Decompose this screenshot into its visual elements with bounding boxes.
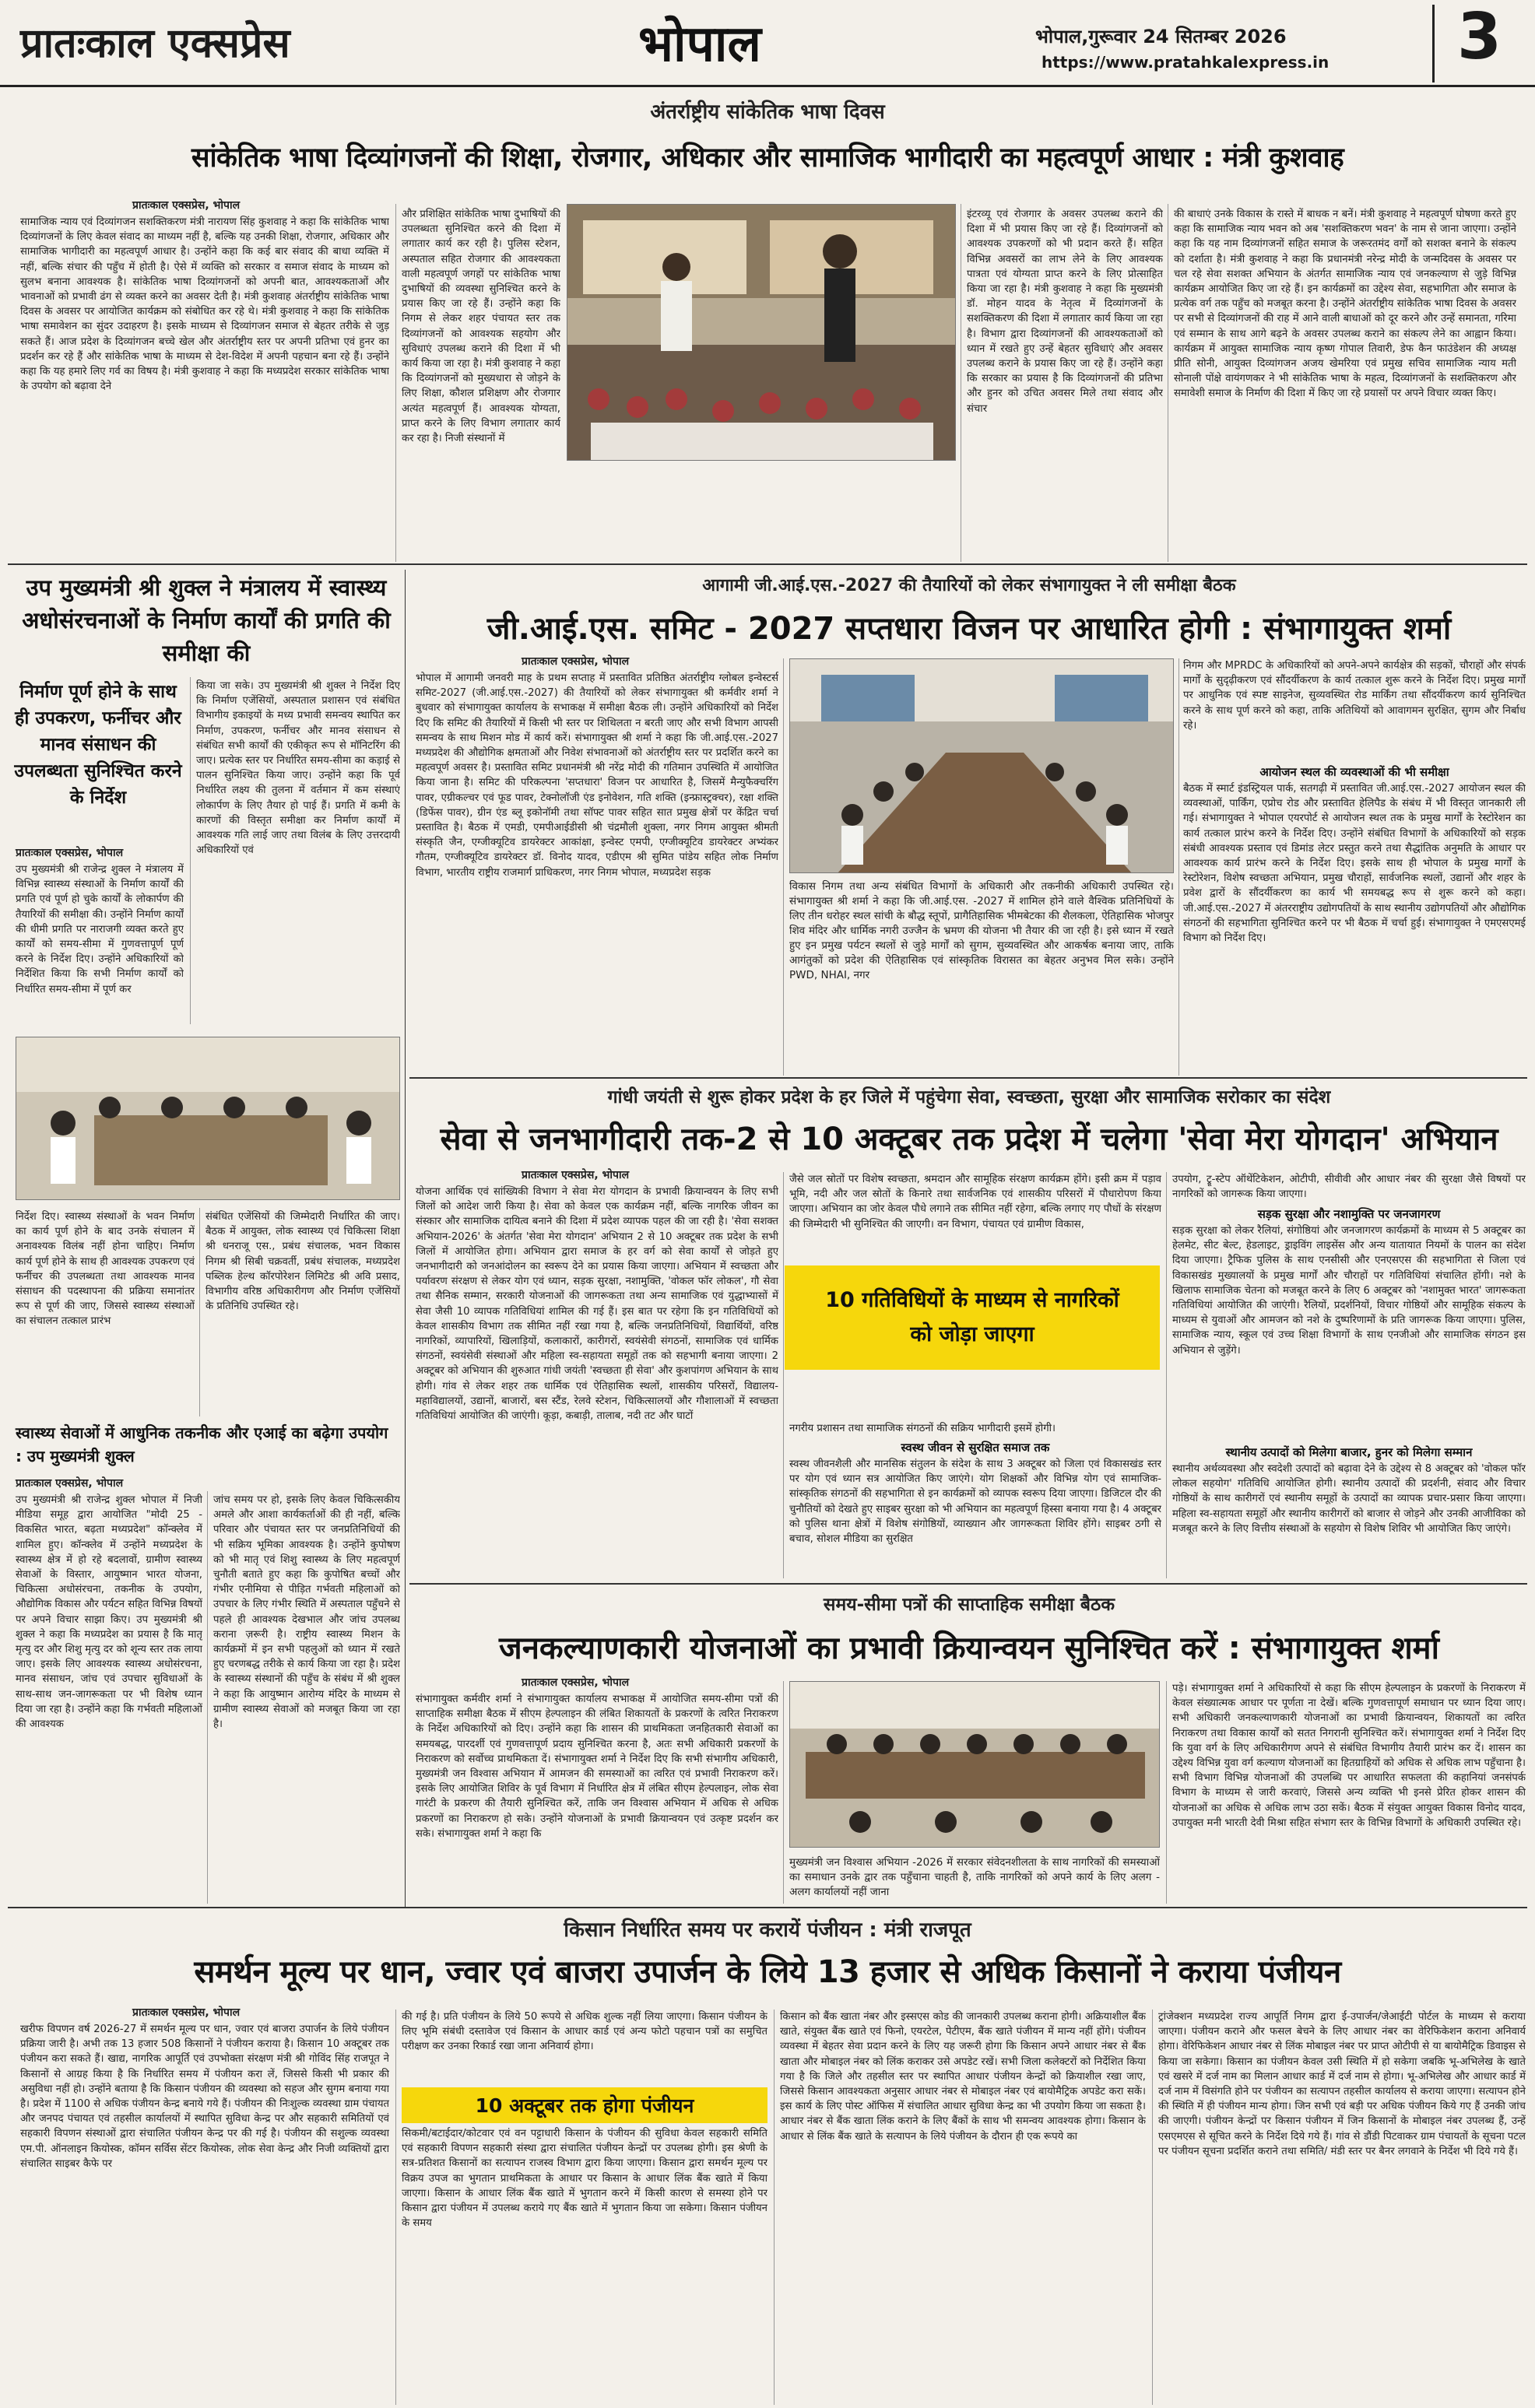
story1-headline: सांकेतिक भाषा दिव्यांगजनों की शिक्षा, रोजगार, अधिकार और सामाजिक भागीदारी का महत्वपूर्ण आधार : मंत्री कुशवाह [191,142,1344,174]
story2-kicker: आगामी जी.आई.एस.-2027 की तैयारियों को लेकर संभागायुक्त ने ली समीक्षा बैठक [702,576,1236,595]
story3-divider [1166,1172,1167,1578]
story5-headline: समर्थन मूल्य पर धान, ज्वार एवं बाजरा उपार्जन के लिये 13 हजार से अधिक किसानों ने कराया पंजीयन [194,1954,1341,1990]
left-story2-col1: उप मुख्यमंत्री श्री राजेन्द्र शुक्ल भोपाल में निजी मीडिया समूह द्वारा आयोजित "मोदी 25 - विकसित भारत, बढ़ता मध्यप्रदेश" कॉन्क्लेव में शामिल हुए। कॉन्क्लेव में उन्होंने मध्यप्रदेश के स्वास्थ्य क्षेत्र में हो रहे बदलावों, ग्रामीण स्वास्थ्य सेवाओं के विस्तार, आयुष्मान भारत योजना, चिकित्सा अधोसंरचना, तकनीक के उपयोग, औद्योगिक विकास और पर्यटन सहित विभिन्न विषयों पर अपने विचार साझा किए। उप मुख्यमंत्री श्री शुक्ल ने कहा कि मध्यप्रदेश का प्रयास है कि मातृ मृत्यु दर और शिशु मृत्यु दर को शून्य स्तर तक लाया जाए। इसके लिए आवश्यक स्वास्थ्य अधोसंरचना, मानव संसाधन, जांच एवं उपचार सुविधाओं के साथ-साथ जन-जागरूकता पर भी विशेष ध्यान दिया जा रहा है। उन्होंने कहा कि गर्भवती महिलाओं की आवश्यक [16,1494,202,1731]
story4-kicker: समय-सीमा पत्रों की साप्ताहिक समीक्षा बैठक [823,1595,1115,1615]
story3-col2b: नगरीय प्रशासन तथा सामाजिक संगठनों की सक्रिय भागीदारी इसमें होगी। [789,1423,1056,1434]
story3-col3a: उपयोग, ट्रू-स्टेप ऑथेंटिकेशन, ओटीपी, सीवीवी और आधार नंबर की सुरक्षा जैसे विषयों पर नागरिकों को जागरूक किया जाएगा। [1172,1174,1526,1201]
left-story-col4: संबंधित एजेंसियों की जिम्मेदारी निर्धारित की जाए। बैठक में आयुक्त, लोक स्वास्थ्य एवं चिकित्सा शिक्षा श्री धनराजू एस., प्रबंध संचालक, भवन विकास निगम श्री सिबी चक्रवर्ती, प्रबंध संचालक, मध्यप्रदेश पब्लिक हेल्थ कॉरपोरेशन लिमिटेड श्री अवि प्रसाद, विभागीय वरिष्ठ अधिकारीगण और निर्माण एजेंसियों के प्रतिनिधि उपस्थित रहे। [205,1211,400,1313]
story1-divider [395,204,396,562]
story3-col3b: सड़क सुरक्षा को लेकर रैलियां, संगोष्ठियां और जनजागरण कार्यक्रमों के माध्यम से 5 अक्टूबर का हेलमेट, सीट बेल्ट, हेडलाइट, ड्राइविंग लाइसेंस और अन्य यातायात नियमों के पालन का संदेश दिया जाएगा। ट्रैफिक पुलिस के साथ एनसीसी और एनएसएस की सहभागिता से जिला एवं विकासखंड मुख्यालयों के प्रमुख मार्गों और चौराहों पर गतिविधियां संचालित होंगी। नशे के खिलाफ सामाजिक चेतना को मजबूत करने के लिए 6 अक्टूबर को 'नशामुक्त भारत' जागरूकता गतिविधियां आयोजित की जाएंगी। रैलियों, प्रदर्शनियों, विचार गोष्ठियों और सामूहिक संकल्प के माध्यम से युवाओं और आमजन को नशे के दुष्परिणामों के प्रति जागरूक किया जाएगा। पुलिस, सामाजिक न्याय, स्कूल एवं उच्च शिक्षा विभागों के साथ एनजीओ और सामाजिक संगठन इस अभियान से जुड़ेंगे। [1172,1225,1526,1357]
story2-col1: भोपाल में आगामी जनवरी माह के प्रथम सप्ताह में प्रस्तावित प्रतिष्ठित अंतर्राष्ट्रीय ग्लोबल इन्वेस्टर्स समिट-2027 (जी.आई.एस.-2027) की तैयारियों को लेकर संभागायुक्त श्री कर्मवीर शर्मा ने बुधवार को संभागायुक्त कार्यालय के सभाकक्ष में समीक्षा बैठक ली। उन्होंने अधिकारियों को निर्देश दिए कि समिट की तैयारियों में किसी भी स्तर पर शिथिलता न बरती जाए और सभी विभाग आपसी समन्वय के साथ मिशन मोड में कार्य करें। संभागायुक्त श्री शर्मा ने कहा कि जी.आई.एस.-2027 मध्यप्रदेश की औद्योगिक क्षमताओं और निवेश संभावनाओं को अंतर्राष्ट्रीय स्तर पर प्रदर्शित करने का महत्वपूर्ण अवसर है। प्रस्तावित समिट प्रधानमंत्री श्री नरेंद्र मोदी की गतिमान उपस्थिति में आयोजित किया जाना है। समिट की परिकल्पना 'सप्तधारा' विजन पर आधारित है, जिसमें मैन्युफैक्चरिंग पावर, एग्रीकल्चर एवं फूड पावर, टेक्नोलॉजी एंड इनोवेशन, गति शक्ति (इन्फ्रास्ट्रक्चर), रक्षा शक्ति (डिफेंस पावर), ग्रीन एंड ब्लू इकोनॉमी तथा सॉफ्ट पावर सहित सात प्रमुख क्षेत्रों पर केंद्रित चर्चा प्रस्तावित है। बैठक में एमडी, एमपीआईडीसी श्री चंद्रमौली शुक्ला, नगर निगम आयुक्त श्रीमती संस्कृति जैन, एग्जीक्यूटिव डायरेक्टर आकांक्षा, इन्वेस्ट एमपी, एग्जीक्यूटिव डायरेक्टर अभ्यंकर गौतम, एग्जीक्यूटिव डायरेक्टर डॉ. विनोद यादव, एडीएम श्री सुमित पांडेय सहित लोक निर्माण विभाग, भारतीय राष्ट्रीय राजमार्ग प्राधिकरण, नगर निगम भोपाल, मध्यप्रदेश सड़क [416,672,778,879]
story5-col3: किसान को बैंक खाता नंबर और इस्सएस कोड की जानकारी उपलब्ध कराना होगी। अक्रियाशील बैंक खाते, संयुक्त बैंक खाते एवं फिनो, एयरटेल, पेटीएम, बैंक खाते पंजीयन में मान्य नहीं होंगे। पंजीयन व्यवस्था में बेहतर सेवा प्रदान करने के लिए यह जरूरी होगा कि किसान अपने आधार नंबर से बैंक खाता और मोबाइल नंबर को लिंक कराकर उसे अपडेट रखें। सभी जिला कलेक्टरों को निर्देशित किया गया है कि जिले और तहसील स्तर पर स्थापित आधार पंजीयन केन्द्रों को क्रियाशील रखा जाए, जिससे किसान आवश्यकता अनुसार आधार नंबर से मोबाइल नंबर एवं बायोमैट्रिक अपडेट करा सकें। इस कार्य के लिए पोस्ट ऑफिस में संचालित आधार सुविधा केन्द्र का भी उपयोग किया जा सकता है। आधार नंबर से बैंक खाता लिंक कराने के लिए बैंकों के साथ भी समन्वय आवश्यक होगा। किसान के आधार से लिंक बैंक खाते के सत्यापन के लिये पंजीयन के दौरान ही एक रूपये का [780,2011,1146,2143]
story5-divider [774,2010,775,2405]
story3-col1: योजना आर्थिक एवं सांख्यिकी विभाग ने सेवा मेरा योगदान के प्रभावी क्रियान्वयन के लिए सभी जिलों को आदेश जारी किया है। सेवा को केवल एक कार्यक्रम नहीं, बल्कि नागरिक जीवन का संस्कार और सामाजिक दायित्व बनाने की दिशा में प्रदेश व्यापक पहल की जा रही है। 'सेवा सशक्त अभियान-2026' के अंतर्गत 'सेवा मेरा योगदान' अभियान 2 से 10 अक्टूबर तक प्रदेश के सभी जिलों में आयोजित होगा। अभियान द्वारा समाज के हर वर्ग को सेवा कार्यों से जोड़ते हुए जनभागीदारी को जनआंदोलन का स्वरूप देने का प्रयास किया जाएगा। अभियान में स्वच्छता और पर्यावरण संरक्षण से लेकर योग एवं ध्यान, सड़क सुरक्षा, नशामुक्ति, 'वोकल फॉर लोकल', गौ सेवा तथा सैनिक सम्मान, सरकारी योजनाओं की जागरूकता तथा अन्य सामाजिक एवं युद्धाभ्यासों में सेवा जैसी 10 व्यापक गतिविधियां शामिल की गई हैं। इस बात पर रहेगा कि इन गतिविधियों को केवल शासकीय विभाग तक सीमित नहीं रखा गया है, बल्कि जनप्रतिनिधियों, विद्यार्थियों, वरिष्ठ नागरिकों, व्यापारियों, खिलाड़ियों, कलाकारों, कारीगरों, स्वयंसेवी संगठनों, सामाजिक एवं धार्मिक संगठनों, स्वयंसेवी संस्थाओं और महिला स्व-सहायता समूहों तक को सहभागी बनाया जाएगा। 2 अक्टूबर को अभियान की शुरुआत गांधी जयंती 'स्वच्छता ही सेवा' और कुशपांगण अभियान के साथ होगी। गांव से लेकर शहर तक धार्मिक एवं ऐतिहासिक स्थलों, शासकीय परिसरों, विद्यालय-महाविद्यालयों, उद्यानों, बाजारों, बस स्टैंड, रेलवे स्टेशन, चिकित्सालयों और गौशालाओं में स्वच्छता गतिविधियां आयोजित की जाएंगी। कूड़ा, कबाड़ी, तालाब, नदी तट और घाटों [416,1186,778,1423]
left-story-divider [199,1208,200,1416]
page-number: 3 [1457,0,1502,74]
column-separator [405,570,406,1907]
left-story2-divider [207,1491,208,1904]
story4-divider [1166,1681,1167,1904]
story3-subhead2: सड़क सुरक्षा और नशामुक्ति पर जनजागरण [1257,1207,1441,1221]
story4-headline: जनकल्याणकारी योजनाओं का प्रभावी क्रियान्वयन सुनिश्चित करें : संभागायुक्त शर्मा [499,1630,1439,1666]
story3-col2c: स्वस्थ जीवनशैली और मानसिक संतुलन के संदेश के साथ 3 अक्टूबर को जिला एवं विकासखंड स्तर पर योग एवं ध्यान सत्र आयोजित किए जाएंगे। योग शिक्षकों और विभिन्न योग एवं सामाजिक-सांस्कृतिक संगठनों की सहभागिता से इन कार्यक्रमों को व्यापक स्वरूप दिया जाएगा। डिजिटल दौर की चुनौतियों को देखते हुए साइबर सुरक्षा को भी अभियान का महत्वपूर्ण हिस्सा बनाया गया है। 4 अक्टूबर को पुलिस थाना क्षेत्रों में विशेष संगोष्ठियों, व्याख्यान और जागरूकता शिविर होंगे। साइबर ठगी से बचाव, सोशल मीडिया का सुरक्षित [789,1458,1161,1546]
website-link[interactable]: https://www.pratahkalexpress.in [1041,53,1330,72]
ministry-meeting-photo [16,1037,400,1200]
section-rule [8,563,1527,565]
story5-col1: खरीफ विपणन वर्ष 2026-27 में समर्थन मूल्य पर धान, ज्वार एवं बाजरा उपार्जन के लिये पंजीयन प्रक्रिया जारी है। अभी तक 13 हजार 508 किसानों ने पंजीयन कराया है। किसान 10 अक्टूबर तक पंजीयन करा सकते हैं। खाद्य, नागरिक आपूर्ति एवं उपभोक्ता संरक्षण मंत्री श्री गोविंद सिंह राजपूत ने किसानों से आग्रह किया है कि निर्धारित समय में पंजीयन करा लें, जिससे किसी भी प्रकार की असुविधा नहीं हो। उन्होंने बताया है कि किसान पंजीयन की व्यवस्था को सहज और सुगम बनाया गया है। प्रदेश में 1100 से अधिक पंजीयन केन्द्र बनाये गये हैं। पंजीयन की निःशुल्क व्यवस्था ग्राम पंचायत और जनपद पंचायत एवं तहसील कार्यालयों में स्थापित सुविधा केन्द्र पर और सहकारी समितियों एवं सहकारी विपणन संस्थाओं द्वारा संचालित पंजीयन केन्द्र पर की गई है। पंजीयन की सशुल्क व्यवस्था एम.पी. ऑनलाइन कियोस्क, कॉमन सर्विस सेंटर कियोस्क, लोक सेवा केन्द्र और निजी व्यक्तियों द्वारा संचालित साइबर कैफे पर [20,2024,389,2170]
story1-col4: की बाधाएं उनके विकास के रास्ते में बाधक न बनें। मंत्री कुशवाह ने महत्वपूर्ण घोषणा करते हुए कहा कि सामाजिक न्याय भवन को अब 'सशक्तिकरण भवन' के नाम से जाना जाएगा। उन्होंने कहा कि यह नाम दिव्यांगजनों सहित समाज के जरूरतमंद वर्गों को सशक्त बनाने के संकल्प को दर्शाता है। मंत्री कुशवाह ने कहा कि प्रधानमंत्री नरेन्द्र मोदी के जन्मदिवस के अवसर पर चल रहे सेवा सशक्त अभियान के अंतर्गत सामाजिक न्याय एवं जनकल्याण से जुड़े विभिन्न कार्यक्रम आयोजित किए जा रहे हैं। इन कार्यक्रमों का उद्देश्य सेवा, सहभागिता और समाज के प्रत्येक वर्ग तक पहुँच को मजबूत करना है। उन्होंने अंतर्राष्ट्रीय सांकेतिक भाषा दिवस के अवसर पर सभी से दिव्यांगजनों की राह में आने वाली बाधाओं को दूर करने और उन्हें समानता, गरिमा एवं सम्मान के साथ आगे बढ़ने के अवसर उपलब्ध कराने का संकल्प लेने का आह्वान किया। कार्यक्रम में आयुक्त सामाजिक न्याय कृष्ण गोपाल तिवारी, डेफ कैन फाउंडेशन की अध्यक्ष प्रीति सोनी, आयुक्त दिव्यांगजन अजय खेमरिया एवं प्रमुख सचिव सामाजिक न्याय मती सोनाली पोंक्षे वायंगणकर ने भी सांकेतिक भाषा के महत्व, दिव्यांगजनों के सशक्तिकरण और समावेशी समाज के निर्माण की दिशा में किए जा रहे प्रयासों पर अपने विचार व्यक्त किए। [1174,209,1516,400]
masthead [0,0,1535,87]
story2-col3b: बैठक में स्मार्ट इंडस्ट्रियल पार्क, सतगढ़ी में प्रस्तावित जी.आई.एस.-2027 आयोजन स्थल की व्यवस्थाओं, पार्किंग, एप्रोच रोड और प्रस्तावित हेलिपैड के संबंध में भी विस्तृत जानकारी ली गई। संभागायुक्त ने भोपाल एयरपोर्ट से आयोजन स्थल तक के प्रमुख मार्गों के रेस्टोरेशन का कार्य तत्काल प्रारंभ करने के निर्देश दिए। उन्होंने संबंधित विभागों के अधिकारियों को सड़क संबंधी आवश्यक प्रस्ताव एवं डिमांड लेटर प्रस्तुत करने तथा सैद्धांतिक अनुमति के आधार पर आवश्यक कार्य प्रारंभ करने के निर्देश दिए। इसके साथ ही भोपाल के प्रमुख मार्गों के रेस्टोरेशन, विशेष स्वच्छता अभियान, प्रमुख चौराहों, सार्वजनिक स्थलों, उद्यानों और शहर के प्रवेश द्वारों के सौंदर्यीकरण का कार्य भी समयबद्ध रूप से शुरू करने को कहा। जी.आई.एस.-2027 में अंतरराष्ट्रीय उद्योगपतियों के साथ स्थानीय उद्योगपतियों और औद्योगिक संगठनों की सहभागिता सुनिश्चित करने पर भी बैठक में चर्चा हुई। संभागायुक्त ने एमएसएमई विभाग को निर्देश दिए। [1183,783,1526,945]
story5-kicker: किसान निर्धारित समय पर करायें पंजीयन : मंत्री राजपूत [564,1918,971,1942]
story2-byline: प्रातःकाल एक्सप्रेस, भोपाल [522,655,630,668]
left-story2-headline: स्वास्थ्य सेवाओं में आधुनिक तकनीक और एआई का बढ़ेगा उपयोग : उप मुख्यमंत्री शुक्ल [16,1423,388,1466]
masthead-divider [1432,5,1435,82]
story5-col2a: की गई है। प्रति पंजीयन के लिये 50 रूपये से अधिक शुल्क नहीं लिया जाएगा। किसान पंजीयन के लिए भूमि संबंधी दस्तावेज एवं किसान के आधार कार्ड एवं अन्य फोटो पहचान पत्रों का समुचित परीक्षण कर उनका रिकार्ड रखा जाना अनिवार्य होगा। [402,2011,768,2053]
story1-kicker: अंतर्राष्ट्रीय सांकेतिक भाषा दिवस [650,100,885,124]
story2-continued: विकास निगम तथा अन्य संबंधित विभागों के अधिकारी और तकनीकी अधिकारी उपस्थित रहे। संभागायुक्त श्री शर्मा ने कहा कि जी.आई.एस. -2027 में शामिल होने वाले वैश्विक प्रतिनिधियों के लिए तीन धरोहर स्थल सांची के बौद्ध स्तूपों, प्रागैतिहासिक भीमबेटका की शैलकला, ऐतिहासिक भोजपुर शिव मंदिर और धार्मिक नगरी उज्जैन के भ्रमण की योजना भी तैयार की जा रही है। इसे ध्यान में रखते हुए इन प्रमुख पर्यटन स्थलों से जुड़े मार्गों को सुगम, सुव्यवस्थित और आकर्षक बनाया जाए, ताकि आगंतुकों को प्रदेश की ऐतिहासिक एवं सांस्कृतिक विरासत का बेहतर अनुभव मिल सके। उन्होंने PWD, NHAI, नगर [789,880,1174,981]
sign-language-event-photo [567,204,956,461]
story3-divider [783,1172,784,1578]
story5-divider [395,2010,396,2405]
section-rule [409,1077,1527,1079]
timeline-review-meeting-photo [789,1681,1160,1848]
newspaper-name: प्रातःकाल एक्सप्रेस [20,20,290,67]
story1-col1: सामाजिक न्याय एवं दिव्यांगजन सशक्तिकरण मंत्री नारायण सिंह कुशवाह ने कहा कि सांकेतिक भाषा दिव्यांगजनों के लिए केवल संवाद का माध्यम नहीं है, बल्कि यह उनकी शिक्षा, रोजगार, अधिकार और सामाजिक भागीदारी का महत्वपूर्ण आधार है। उन्होंने कहा कि कई बार संवाद की बाधा व्यक्ति में नहीं, बल्कि संचार की पहुँच में होती है। ऐसे में व्यक्ति को सरकार व समाज संवाद के माध्यम को सुलभ बनाना आवश्यक है। सांकेतिक भाषा दिव्यांगजनों को अपनी बात, आवश्यकताओं और भावनाओं को प्रभावी ढंग से व्यक्त करने का अवसर देती है। मंत्री कुशवाह अंतर्राष्ट्रीय सांकेतिक भाषा दिवस के अवसर पर आयोजित कार्यक्रम को संबोधित कर रहे थे। मंत्री कुशवाह ने कहा कि सांकेतिक भाषा समावेशन का सुंदर उदाहरण है। इसके माध्यम से दिव्यांगजन समाज से बेहतर तरीके से जुड़ सकते हैं। आज प्रदेश के दिव्यांगजन बच्चे खेल और अंतर्राष्ट्रीय स्तर पर अपनी प्रतिभा एवं हुनर का प्रदर्शन कर रहे हैं और सांकेतिक भाषा के माध्यम से देश-विदेश में अपनी पहचान बना रहे हैं। उन्होंने कहा कि यह हमारे लिए गर्व का विषय है। मंत्री कुशवाह ने कहा कि मध्यप्रदेश सरकार सांकेतिक भाषा के उपयोग को बढ़ावा देने [20,216,389,393]
gis-review-meeting-photo [789,658,1174,873]
story5-callout: 10 अक्टूबर तक होगा पंजीयन [402,2087,768,2123]
story4-divider [783,1681,784,1904]
story4-continued: मुख्यमंत्री जन विश्वास अभियान -2026 में सरकार संवेदनशीलता के साथ नागरिकों की समस्याओं का समाधान उनके द्वार तक पहुँचाना चाहती है, ताकि नागरिकों को अपने कार्य के लिए अलग - अलग कार्यालयों नहीं जाना [789,1856,1160,1898]
left-story-headline: उप मुख्यमंत्री श्री शुक्ल ने मंत्रालय में स्वास्थ्य अधोसंरचनाओं के निर्माण कार्यों की प्रगति की समीक्षा की [22,574,391,666]
review-photo-graphic [790,1682,1160,1848]
left-story-col2: किया जा सके। उप मुख्यमंत्री श्री शुक्ल ने निर्देश दिए कि निर्माण एजेंसियों, अस्पताल प्रशासन एवं संबंधित विभागीय इकाइयों के मध्य प्रभावी समन्वय स्थापित कर निर्माण, उपकरण, फर्नीचर और मानव संसाधन से संबंधित सभी कार्यों की एकीकृत रूप से मॉनिटरिंग की जाए। प्रत्येक स्तर पर निर्धारित समय-सीमा का कड़ाई से पालन सुनिश्चित किया जाए। उन्होंने कहा कि पूर्व निर्धारित लक्ष्य की तुलना में वर्तमान में कम संस्थाएं लोकार्पण के लिए तैयार हो पाई हैं। प्रगति में कमी के कारणों की विस्तृत समीक्षा कर निर्माण कार्यों में आवश्यक गति लाई जाए तथा विलंब के लिए उत्तरदायी अधिकारियों एवं [196,680,400,857]
edition-city: भोपाल [638,16,761,73]
left-story2-byline: प्रातःकाल एक्सप्रेस, भोपाल [16,1477,124,1490]
story4-col3: पड़े। संभागायुक्त शर्मा ने अधिकारियों से कहा कि सीएम हेल्पलाइन के प्रकरणों के निराकरण में केवल संख्यात्मक आधार पर पूर्णता ना देखें। बल्कि गुणवत्तापूर्ण समाधान पर ध्यान दिया जाए। सभी अधिकारी जनकल्याणकारी योजनाओं का प्रभावी क्रियान्वयन, शिकायतों का त्वरित निराकरण तथा विकास कार्यों को सतत निगरानी सुनिश्चित करें। संभागायुक्त शर्मा ने निर्देश दिए कि युवा वर्ग के लिए अधिकारीगण अपने से संबंधित विभागीय तैयारी प्रारंभ कर दें। शासन का उद्देश्य विभिन्न युवा वर्ग कल्याण योजनाओं का हितग्राहियों को अधिक से अधिक लाभ पहुँचाना है। सभी विभाग विभिन्न योजनाओं की उपलब्धि पर आधारित सफलता की कहानियां जनसंपर्क विभाग के माध्यम से जारी करवाएं, जिससे अन्य व्यक्ति भी इनसे प्रेरित होकर शासन की योजनाओं का अधिक से अधिक लाभ उठा सकें। बैठक में संयुक्त आयुक्त विकास विनोद यादव, उपायुक्त मनी भारती देवी मिश्रा सहित संभाग स्तर के विभिन्न विभागों के अधिकारी उपस्थित रहे। [1172,1683,1526,1829]
story5-col2b: सिकमी/बटाईदार/कोटवार एवं वन पट्टाधारी किसान के पंजीयन की सुविधा केवल सहकारी समिति एवं सहकारी विपणन सहकारी संस्था द्वारा संचालित पंजीयन केन्द्रों पर उपलब्ध होगी। इस श्रेणी के सत्र-प्रतिशत किसानों का सत्यापन राजस्व विभाग द्वारा किया जाएगा। किसान द्वारा समर्थन मूल्य पर विक्रय उपज का भुगतान प्राथमिकता के आधार पर किसान के आधार लिंक बैंक खाते में किया जाएगा। किसान के आधार लिंक बैंक खाते में भुगतान करने में किसी कारण से समस्या होने पर किसान द्वारा पंजीयन में उपलब्ध कराये गए बैंक खाते में भुगतान किया जा सकेगा। किसान पंजीयन के समय [402,2128,768,2230]
story2-col3a: निगम और MPRDC के अधिकारियों को अपने-अपने कार्यक्षेत्र की सड़कों, चौराहों और संपर्क मार्गों के सुदृढ़ीकरण एवं सौंदर्यीकरण के कार्य तत्काल शुरू करने के निर्देश दिए। प्रमुख मार्गों पर आधुनिक एवं स्पष्ट साइनेज, सुव्यवस्थित रोड मार्किंग तथा सौंदर्यीकरण कार्य सुनिश्चित करने के साथ पूर्ण करने को कहा, ताकि अतिथियों को आवागमन सुरक्षित, सुगम और निर्बाध रहे। [1183,660,1526,732]
left-story2-col2: जांच समय पर हो, इसके लिए केवल चिकित्सकीय अमले और आशा कार्यकर्ताओं की ही नहीं, बल्कि परिवार और पंचायत स्तर पर जनप्रतिनिधियों की भी सक्रिय भूमिका आवश्यक है। उन्होंने कुपोषण को भी मातृ एवं शिशु स्वास्थ्य के लिए महत्वपूर्ण चुनौती बताते हुए कहा कि कुपोषित बच्चों और गंभीर एनीमिया से पीड़ित गर्भवती महिलाओं को उपचार के लिए गंभीर स्थिति में अस्पताल पहुँचने से पहले ही आवश्यक देखभाल और जांच उपलब्ध कराना ज़रूरी है। राष्ट्रीय स्वास्थ्य मिशन के कार्यक्रमों में इन सभी पहलुओं को ध्यान में रखते हुए चरणबद्ध तरीके से कार्य किया जा रहा है। प्रदेश के स्वास्थ्य संस्थानों की पहुँच के संबंध में श्री शुक्ल ने कहा कि आयुष्मान आरोग्य मंदिर के माध्यम से ग्रामीण स्वास्थ्य सेवाओं को मजबूत किया जा रहा है। [213,1494,400,1731]
left-story-pullquote: निर्माण पूर्ण होने के साथ ही उपकरण, फर्नीचर और मानव संसाधन की उपलब्धता सुनिश्चित करने के निर्देश [14,682,182,808]
event-photo-graphic [567,205,956,461]
story4-col1: संभागायुक्त कर्मवीर शर्मा ने संभागायुक्त कार्यालय सभाकक्ष में आयोजित समय-सीमा पत्रों की साप्ताहिक समीक्षा बैठक में सीएम हेल्पलाइन की लंबित शिकायतों के प्रकरणों के त्वरित निराकरण के निर्देश अधिकारियों को दिए। उन्होंने कहा कि शासन की प्राथमिकता जनहितकारी सेवाओं का समयबद्ध, पारदर्शी एवं गुणवत्तापूर्ण प्रदाय सुनिश्चित करना है, अतः सभी अधिकारी प्रकरणों के निराकरण को सर्वोच्च प्राथमिकता दें। संभागायुक्त शर्मा ने निर्देश दिए कि सभी संभागीय अधिकारी, मुख्यमंत्री जन विश्वास अभियान में आमजन की समस्याओं का त्वरित एवं प्रभावी निराकरण करें। इसके लिए आयोजित शिविर के पूर्व विभाग में निर्धारित क्षेत्र में लंबित सीएम हेल्पलाइन, लोक सेवा गारंटी के प्रकरण की तैयारी सुनिश्चित करें, ताकि जन विश्वास अभियान में अधिक से अधिक प्रकरणों का निराकरण हो सके। उन्होंने योजनाओं के प्रभावी क्रियान्वयन एवं उत्कृष्ट प्रदर्शन कर सके। संभागायुक्त शर्मा ने कहा कि [416,1694,778,1840]
story5-byline: प्रातःकाल एक्सप्रेस, भोपाल [132,2006,241,2019]
story3-col2a: जैसे जल स्रोतों पर विशेष स्वच्छता, श्रमदान और सामूहिक संरक्षण कार्यक्रम होंगे। इसी क्रम में पड़ाव भूमि, नदी और जल स्रोतों के किनारे तथा सार्वजनिक एवं शासकीय परिसरों में पौधारोपण किया जाएगा। अभियान का जोर केवल पौधे लगाने तक सीमित नहीं रहेगा, बल्कि लगाए गए पौधों के संरक्षण की जिम्मेदारी भी सुनिश्चित की जाएगी। वन विभाग, पंचायत एवं ग्रामीण विकास, [789,1174,1161,1230]
story1-col3: इंटरव्यू एवं रोजगार के अवसर उपलब्ध कराने की दिशा में भी प्रयास किए जा रहे हैं। दिव्यांगजनों को आवश्यक उपकरणों को भी प्रदान करते हैं। सहित विभिन्न अवसरों का लाभ लेने के लिए आवश्यक पात्रता एवं योग्यता प्राप्त करने के लिए प्रोत्साहित किया जा रहा है। मंत्री कुशवाह ने कहा कि मुख्यमंत्री डॉ. मोहन यादव के नेतृत्व में दिव्यांगजनों के सशक्तिकरण की दिशा में लगातार कार्य किया जा रहा है। विभाग द्वारा दिव्यांगजनों की आवश्यकताओं को ध्यान में रखते हुए उन्हें बेहतर सुविधाएं और अवसर उपलब्ध कराने के प्रयास किए जा रहे हैं। उन्होंने कहा कि सरकार का प्रयास है कि दिव्यांगजनों की प्रतिभा और हुनर को उचित अवसर मिले तथा संवाद और संचार [967,209,1163,415]
section-rule [409,1583,1527,1585]
left-story-byline: प्रातःकाल एक्सप्रेस, भोपाल [16,847,124,859]
story2-headline: जी.आई.एस. समिट - 2027 सप्तधारा विजन पर आधारित होगी : संभागायुक्त शर्मा [486,611,1452,647]
story2-subhead: आयोजन स्थल की व्यवस्थाओं की भी समीक्षा [1259,765,1449,779]
story5-col4: ट्रांजेक्शन मध्यप्रदेश राज्य आपूर्ति निगम द्वारा ई-उपार्जन/जेआईटी पोर्टल के माध्यम से कराया जाएगा। पंजीयन कराने और फसल बेचने के लिए आधार नंबर का वेरिफिकेशन कराना अनिवार्य होगा। वेरिफिकेशन आधार नंबर से लिंक मोबाइल नंबर पर प्राप्त ओटीपी से या बायोमैट्रिक डिवाइस से किया जा सकेगा। किसान का पंजीयन केवल उसी स्थिति में हो सकेगा जबकि भू-अभिलेख के खाते एवं खसरे में दर्ज नाम का मिलान आधार कार्ड में दर्ज नाम से होगा। भू-अभिलेख और आधार कार्ड में दर्ज नाम में विसंगति होने पर पंजीयन का सत्यापन तहसील कार्यालय से कराया जाएगा। सत्यापन होने की स्थिति में ही पंजीयन मान्य होगा। जिन सभी एवं बड़ी पर अधिक पंजीयन किये गए हैं उनकी जांच की जाएगी। पंजीयन केन्द्रों पर किसान पंजीयन में जिन किसानों के मोबाइल नंबर उपलब्ध हैं, उन्हें एसएमएस से सूचित करने के निर्देश दिये गये हैं। गांव से डौंडी पिटवाकर ग्राम पंचायतों के सूचना पटल पर पंजीयन सूचना प्रदर्शित कराने तथा समिति/ मंडी स्तर पर बैनर लगवाने के निर्देश भी दिये गये हैं। [1158,2011,1526,2157]
story3-subhead1: स्वस्थ जीवन से सुरक्षित समाज तक [901,1441,1050,1455]
section-rule [8,1907,1527,1908]
story1-byline: प्रातःकाल एक्सप्रेस, भोपाल [132,199,241,212]
story3-byline: प्रातःकाल एक्सप्रेस, भोपाल [522,1169,630,1181]
left-story-divider [190,677,191,1024]
story4-byline: प्रातःकाल एक्सप्रेस, भोपाल [522,1676,630,1689]
story5-divider [1152,2010,1153,2405]
meeting-photo-graphic [16,1037,400,1200]
dateline: भोपाल,गुरूवार 24 सितम्बर 2026 [1035,26,1287,47]
left-story-col3: निर्देश दिए। स्वास्थ्य संस्थाओं के भवन निर्माण का कार्य पूर्ण होने के बाद उनके संचालन में अनावश्यक विलंब नहीं होना चाहिए। निर्माण कार्य पूर्ण होने के साथ ही आवश्यक उपकरण एवं फर्नीचर की उपलब्धता तथा आवश्यक मानव संसाधन की पदस्थापना की प्रक्रिया समानांतर रूप से पूर्ण की जाए, जिससे स्वास्थ्य संस्थाओं का संचालन तत्काल प्रारंभ [16,1211,195,1328]
story2-divider [783,658,784,1076]
left-story-col1: उप मुख्यमंत्री श्री राजेन्द्र शुक्ल ने मंत्रालय में विभिन्न स्वास्थ्य संस्थाओं के निर्माण कार्यों की प्रगति एवं पूर्ण हो चुके कार्यों के लोकार्पण की तैयारियों की समीक्षा की। उन्होंने निर्माण कार्यों की धीमी प्रगति पर नाराजगी व्यक्त करते हुए कार्यों को समय-सीमा में गुणवत्तापूर्ण पूर्ण करने के निर्देश दिए। उन्होंने अधिकारियों को निर्देशित किया कि सभी निर्माण कार्यों को निर्धारित समय-सीमा में पूर्ण कर [16,864,184,995]
story2-divider [1178,658,1179,1076]
story3-col3c: स्थानीय अर्थव्यवस्था और स्वदेशी उत्पादों को बढ़ावा देने के उद्देश्य से 8 अक्टूबर को 'वोकल फॉर लोकल सहयोग' गतिविधि आयोजित होगी। स्थानीय उत्पादों की प्रदर्शनी, संवाद और विचार गोष्ठियों के साथ कारीगरों एवं स्थानीय समूहों के उत्पादों का व्यापक प्रचार-प्रसार किया जाएगा। महिला स्व-सहायता समूहों और स्थानीय कारीगरों को बाजार से जोड़ने और उनकी आजीविका को मजबूत करने के लिए वित्तीय संस्थाओं के सहयोग से विशेष शिविर भी आयोजित किए जाएंगे। [1172,1463,1526,1535]
story1-col2: और प्रशिक्षित सांकेतिक भाषा दुभाषियों की उपलब्धता सुनिश्चित करने की दिशा में लगातार कार्य कर रही है। पुलिस स्टेशन, अस्पताल सहित रोजगार की आवश्यकता वाली महत्वपूर्ण जगहों पर सांकेतिक भाषा दुभाषियों की व्यवस्था सुनिश्चित करने के प्रयास किए जा रहे हैं। उन्होंने कहा कि निगम से लेकर शहर पंचायत स्तर तक दिव्यांगजनों को आवश्यक सहयोग और सुविधाएं उपलब्ध कराने की दिशा में भी कार्य किया जा रहा है। मंत्री कुशवाह ने कहा कि दिव्यांगजनों को मुख्यधारा से जोड़ने के लिए शिक्षा, कौशल प्रशिक्षण और रोजगार अत्यंत महत्वपूर्ण हैं। आवश्यक योग्यता, प्राप्त करने के लिए विभाग लगातार कार्य कर रहा है। निजी संस्थानों में [402,209,560,445]
story3-callout: 10 गतिविधियों के माध्यम से नागरिकों को जोड़ा जाएगा [785,1265,1160,1370]
story3-headline: सेवा से जनभागीदारी तक-2 से 10 अक्टूबर तक प्रदेश में चलेगा 'सेवा मेरा योगदान' अभियान [440,1122,1498,1157]
story3-subhead3: स्थानीय उत्पादों को मिलेगा बाजार, हुनर को मिलेगा सम्मान [1225,1445,1473,1459]
story3-kicker: गांधी जयंती से शुरू होकर प्रदेश के हर जिले में पहुंचेगा सेवा, स्वच्छता, सुरक्षा और सामाजिक सरोकार का संदेश [607,1087,1331,1107]
gis-photo-graphic [790,659,1174,873]
